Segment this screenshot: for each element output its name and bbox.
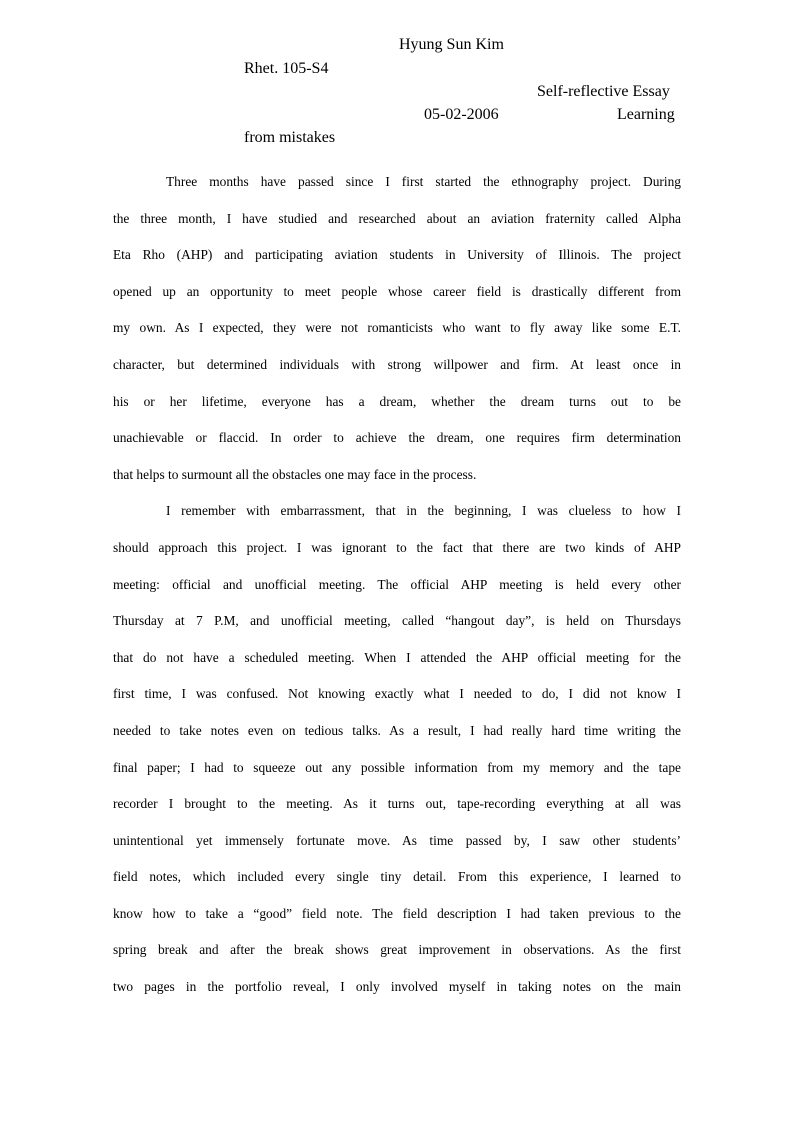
body-line: that helps to surmount all the obstacles one may face in the process. bbox=[113, 466, 477, 482]
body-line: the three month, I have studied and researched about an aviation fraternity called Alpha bbox=[113, 210, 681, 226]
essay-body bbox=[113, 164, 681, 1006]
body-line: meeting: official and unofficial meeting. The official AHP meeting is held every other bbox=[113, 576, 681, 592]
body-line: Three months have passed since I first started the ethnography project. During bbox=[166, 174, 681, 189]
essay-title-part2: from mistakes bbox=[244, 129, 336, 146]
body-line: first time, I was confused. Not knowing exactly what I needed to do, I did not know I bbox=[113, 686, 681, 702]
essay-date: 05-02-2006 bbox=[424, 106, 499, 123]
body-line: Thursday at 7 P.M, and unofficial meeting, called “hangout day”, is held on Thursdays bbox=[113, 613, 681, 629]
course-code: Rhet. 105-S4 bbox=[244, 60, 329, 77]
body-line: needed to take notes even on tedious talks. As a result, I had really hard time writing the bbox=[113, 722, 681, 738]
body-line: recorder I brought to the meeting. As it turns out, tape-recording everything at all was bbox=[113, 796, 681, 812]
body-line: two pages in the portfolio reveal, I only involved myself in taking notes on the main bbox=[113, 979, 681, 995]
essay-title-part1: Learning bbox=[617, 106, 675, 123]
essay-type: Self-reflective Essay bbox=[537, 83, 670, 100]
author-name: Hyung Sun Kim bbox=[399, 36, 504, 53]
body-line: my own. As I expected, they were not romanticists who want to fly away like some E.T. bbox=[113, 320, 681, 336]
body-line: field notes, which included every single tiny detail. From this experience, I learned to bbox=[113, 869, 681, 885]
body-line: Eta Rho (AHP) and participating aviation students in University of Illinois. The project bbox=[113, 247, 681, 263]
body-line: that do not have a scheduled meeting. When I attended the AHP official meeting for the bbox=[113, 649, 681, 665]
body-line: final paper; I had to squeeze out any possible information from my memory and the tape bbox=[113, 759, 681, 775]
body-line: his or her lifetime, everyone has a dream, whether the dream turns out to be bbox=[113, 393, 681, 409]
body-line: I remember with embarrassment, that in the beginning, I was clueless to how I bbox=[166, 503, 681, 519]
body-line: know how to take a “good” field note. The field description I had taken previous to the bbox=[113, 905, 681, 921]
body-line: should approach this project. I was ignorant to the fact that there are two kinds of AHP bbox=[113, 539, 681, 555]
body-line: spring break and after the break shows great improvement in observations. As the first bbox=[113, 942, 681, 958]
body-line: unachievable or flaccid. In order to achieve the dream, one requires firm determination bbox=[113, 430, 681, 446]
body-line: opened up an opportunity to meet people whose career field is drastically different from bbox=[113, 283, 681, 299]
body-line: unintentional yet immensely fortunate move. As time passed by, I saw other students’ bbox=[113, 832, 681, 848]
body-line: character, but determined individuals with strong willpower and firm. At least once in bbox=[113, 356, 681, 372]
